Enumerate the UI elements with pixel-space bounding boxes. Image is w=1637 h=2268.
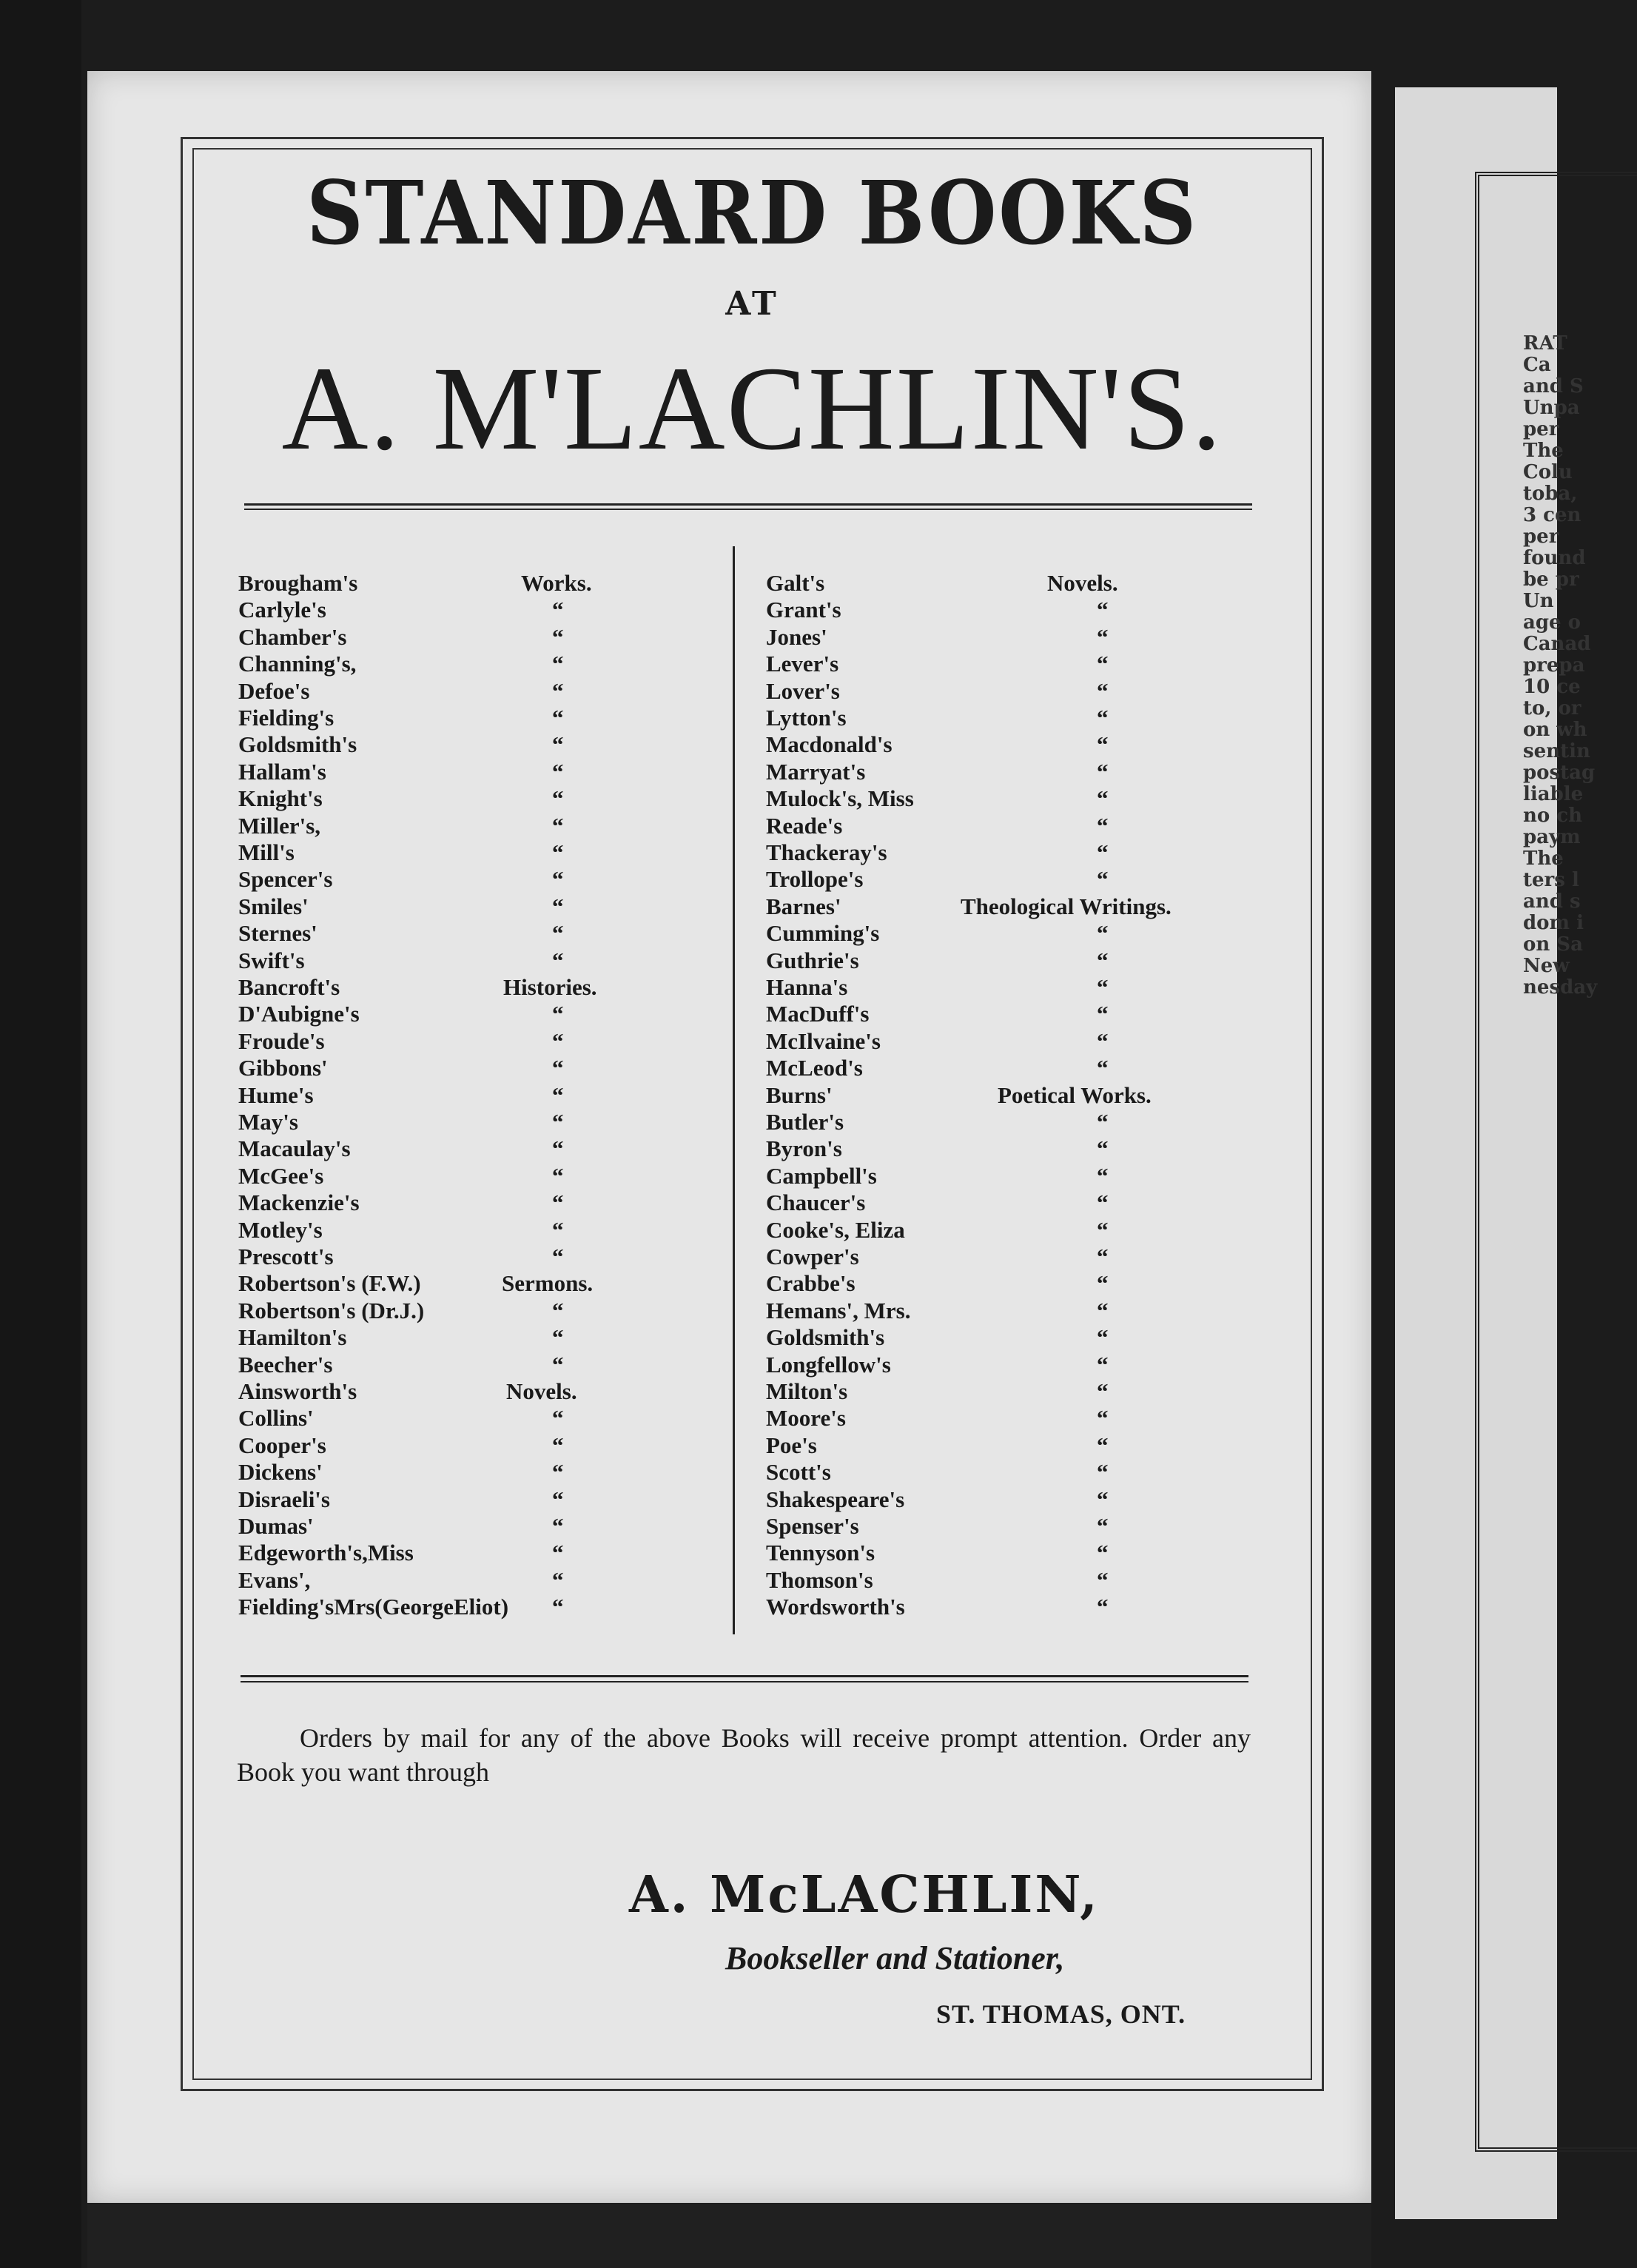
rule-top xyxy=(244,503,1252,510)
facing-page-line: Canad xyxy=(1523,633,1591,655)
book-list-item xyxy=(238,920,712,947)
author-name: Longfellow's xyxy=(766,1351,891,1378)
book-list-item xyxy=(238,1163,712,1190)
book-category: “ xyxy=(552,839,564,865)
author-name: Mill's xyxy=(238,839,295,865)
book-list-item xyxy=(766,1567,1240,1594)
author-name: Ainsworth's xyxy=(238,1378,357,1404)
seller-role: Bookseller and Stationer, xyxy=(725,1940,1065,1976)
author-name: Spencer's xyxy=(238,866,333,893)
book-category: “ xyxy=(1097,1162,1109,1189)
author-name: Evans', xyxy=(238,1566,311,1593)
author-name: D'Aubigne's xyxy=(238,1001,360,1027)
book-category: “ xyxy=(552,1081,564,1108)
book-list-item xyxy=(766,1109,1240,1135)
book-category: “ xyxy=(1097,1027,1109,1054)
book-category: “ xyxy=(1097,974,1109,1000)
facing-page-line: per xyxy=(1523,526,1559,548)
facing-page-line: Unpa xyxy=(1523,397,1580,419)
author-name: Dickens' xyxy=(238,1459,323,1486)
author-name: Reade's xyxy=(766,812,843,839)
book-list-item xyxy=(766,813,1240,839)
book-list-item xyxy=(238,947,712,974)
book-category: “ xyxy=(1097,839,1109,865)
author-name: Guthrie's xyxy=(766,947,859,973)
book-list-item xyxy=(238,1567,712,1594)
author-name: Mackenzie's xyxy=(238,1190,360,1216)
author-name: Galt's xyxy=(766,570,825,596)
facing-page-line: 10 ce xyxy=(1523,676,1581,698)
author-name: Lover's xyxy=(766,677,840,704)
book-category: “ xyxy=(552,1162,564,1189)
book-list-item xyxy=(766,1352,1240,1378)
author-name: Thomson's xyxy=(766,1566,873,1593)
facing-page-line: liable xyxy=(1523,783,1584,805)
book-list-item xyxy=(766,1270,1240,1297)
book-list-item xyxy=(238,624,712,651)
book-list-item xyxy=(766,1244,1240,1270)
author-name: Bancroft's xyxy=(238,974,340,1000)
book-category: Novels. xyxy=(506,1378,577,1404)
author-name: Sternes' xyxy=(238,920,317,947)
book-category: “ xyxy=(1097,1001,1109,1027)
author-name: Crabbe's xyxy=(766,1270,856,1297)
book-list-item xyxy=(238,1378,712,1405)
facing-page-line: postag xyxy=(1523,762,1596,784)
facing-page-line: age o xyxy=(1523,611,1581,634)
author-name: Channing's, xyxy=(238,651,357,677)
author-name: Tennyson's xyxy=(766,1540,875,1566)
book-category: “ xyxy=(552,1027,564,1054)
book-list-item xyxy=(766,731,1240,758)
book-category: “ xyxy=(552,1486,564,1512)
book-category: “ xyxy=(1097,1405,1109,1432)
book-list-item xyxy=(766,947,1240,974)
book-list-item xyxy=(766,759,1240,785)
author-name: Fielding'sMrs(GeorgeEliot) xyxy=(238,1594,509,1620)
book-list-item xyxy=(766,893,1240,920)
author-name: McGee's xyxy=(238,1162,324,1189)
book-category: “ xyxy=(1097,1540,1109,1566)
author-name: Grant's xyxy=(766,597,841,623)
seller-place: ST. THOMAS, ONT. xyxy=(936,1999,1186,2029)
facing-page-line: to, or xyxy=(1523,697,1581,719)
book-list-item xyxy=(766,785,1240,812)
author-name: Cooper's xyxy=(238,1432,326,1458)
book-category: “ xyxy=(1097,1055,1109,1081)
author-name: Dumas' xyxy=(238,1513,314,1539)
book-category: “ xyxy=(552,920,564,947)
book-list-item xyxy=(238,839,712,866)
author-name: Disraeli's xyxy=(238,1486,330,1512)
facing-page-line: The xyxy=(1523,440,1564,462)
book-list-item xyxy=(766,1513,1240,1540)
author-name: Byron's xyxy=(766,1135,842,1162)
author-name: Burns' xyxy=(766,1081,833,1108)
facing-page-line: New xyxy=(1523,955,1570,977)
book-list-item xyxy=(238,813,712,839)
book-list-item xyxy=(238,785,712,812)
facing-page-line: and s xyxy=(1523,890,1581,913)
rule-bottom xyxy=(241,1675,1248,1682)
book-category: “ xyxy=(1097,758,1109,785)
book-category: “ xyxy=(1097,1432,1109,1458)
book-category: “ xyxy=(552,623,564,650)
facing-page-line: dom i xyxy=(1523,912,1584,934)
book-category: “ xyxy=(1097,947,1109,973)
book-category: “ xyxy=(1097,1135,1109,1162)
book-list-item xyxy=(238,1540,712,1566)
author-name: Robertson's (Dr.J.) xyxy=(238,1297,425,1323)
book-list-item xyxy=(766,1540,1240,1566)
book-list-item xyxy=(238,1594,712,1620)
book-list-item xyxy=(238,1135,712,1162)
book-category: “ xyxy=(1097,1297,1109,1323)
book-list-item xyxy=(238,1459,712,1486)
book-category: Sermons. xyxy=(502,1270,594,1297)
author-name: Fielding's xyxy=(238,705,335,731)
author-name: Thackeray's xyxy=(766,839,887,865)
author-name: Cowper's xyxy=(766,1244,859,1269)
author-name: Jones' xyxy=(766,623,827,650)
book-category: “ xyxy=(552,1324,564,1351)
book-category: “ xyxy=(552,1135,564,1162)
author-name: Froude's xyxy=(238,1027,325,1054)
book-category: “ xyxy=(1097,1324,1109,1351)
book-category: “ xyxy=(1097,731,1109,758)
book-list-item xyxy=(238,1082,712,1109)
author-name: Moore's xyxy=(766,1405,846,1432)
author-name: Lever's xyxy=(766,651,839,677)
author-name: Mulock's, Miss xyxy=(766,785,914,812)
book-category: “ xyxy=(552,1055,564,1081)
author-name: Lytton's xyxy=(766,705,847,731)
book-category: “ xyxy=(1097,1270,1109,1297)
book-category: “ xyxy=(1097,785,1109,812)
scan-background xyxy=(0,0,81,2268)
author-name: Cooke's, Eliza xyxy=(766,1216,905,1243)
book-list-item xyxy=(238,1244,712,1270)
book-category: “ xyxy=(552,1405,564,1432)
ad-title: STANDARD BOOKS xyxy=(306,161,1198,264)
author-name: Chamber's xyxy=(238,623,347,650)
author-name: Hanna's xyxy=(766,974,848,1000)
book-list-item xyxy=(238,1055,712,1081)
facing-page-line: 3 cen xyxy=(1523,504,1581,526)
book-category: “ xyxy=(1097,1351,1109,1378)
book-list-item xyxy=(766,705,1240,731)
author-name: Defoe's xyxy=(238,677,310,704)
author-name: Spenser's xyxy=(766,1513,859,1539)
book-list-item xyxy=(766,1135,1240,1162)
book-category: “ xyxy=(1097,1459,1109,1486)
book-category: “ xyxy=(1097,812,1109,839)
column-divider xyxy=(733,546,735,1634)
book-category: “ xyxy=(1097,1378,1109,1404)
book-list-item xyxy=(238,731,712,758)
book-list-item xyxy=(238,1298,712,1324)
book-list-item xyxy=(238,759,712,785)
book-list-item xyxy=(766,678,1240,705)
author-name: Wordsworth's xyxy=(766,1594,905,1620)
facing-page-line: on Sa xyxy=(1523,933,1583,956)
facing-page-line: per xyxy=(1523,418,1559,440)
book-list-item xyxy=(238,1405,712,1432)
book-category: “ xyxy=(1097,866,1109,893)
orders-paragraph: Orders by mail for any of the above Books will receive prompt attention. Order any Book you want through xyxy=(237,1723,1251,1787)
facing-page-line: prepa xyxy=(1523,654,1585,677)
book-category: Histories. xyxy=(503,974,597,1000)
author-name: Motley's xyxy=(238,1216,323,1243)
book-category: “ xyxy=(1097,1513,1109,1539)
author-name: Smiles' xyxy=(238,893,309,919)
book-category: “ xyxy=(1097,1190,1109,1216)
book-category: “ xyxy=(552,812,564,839)
book-category: “ xyxy=(552,677,564,704)
author-name: McLeod's xyxy=(766,1055,863,1081)
facing-page-line: nesday xyxy=(1523,976,1598,999)
book-category: “ xyxy=(552,893,564,919)
author-name: Hume's xyxy=(238,1081,314,1108)
book-category: “ xyxy=(1097,1216,1109,1243)
book-list-item xyxy=(766,1163,1240,1190)
facing-page-line: toba, xyxy=(1523,483,1578,505)
book-category: “ xyxy=(552,731,564,758)
scan-background-bottom xyxy=(87,2203,1371,2268)
book-category: “ xyxy=(552,947,564,973)
book-list-item xyxy=(238,651,712,677)
book-category: “ xyxy=(1097,677,1109,704)
author-name: Trollope's xyxy=(766,866,864,893)
author-name: Prescott's xyxy=(238,1244,334,1269)
book-list-item xyxy=(766,1217,1240,1244)
book-list-item xyxy=(238,1513,712,1540)
book-category: “ xyxy=(552,1540,564,1566)
book-list-item xyxy=(766,974,1240,1001)
author-name: Brougham's xyxy=(238,570,358,596)
book-list-item xyxy=(766,1298,1240,1324)
book-category: “ xyxy=(552,1216,564,1243)
author-name: Campbell's xyxy=(766,1162,877,1189)
author-name: Scott's xyxy=(766,1459,831,1486)
book-category: Novels. xyxy=(1047,570,1118,596)
book-list-item xyxy=(238,1352,712,1378)
book-category: “ xyxy=(552,1513,564,1539)
book-category: “ xyxy=(1097,597,1109,623)
author-name: Hamilton's xyxy=(238,1324,347,1351)
book-category: “ xyxy=(552,1297,564,1323)
author-name: Edgeworth's,Miss xyxy=(238,1540,414,1566)
book-category: “ xyxy=(1097,651,1109,677)
book-list-item xyxy=(238,974,712,1001)
facing-page-line: Un xyxy=(1523,590,1554,612)
facing-page-line: no ch xyxy=(1523,805,1583,827)
book-list-item xyxy=(238,1028,712,1055)
seller-name: A. McLACHLIN, xyxy=(629,1865,1100,1925)
facing-page-line: be pr xyxy=(1523,568,1579,591)
book-category: “ xyxy=(552,1001,564,1027)
book-list-item xyxy=(238,1270,712,1297)
book-category: “ xyxy=(552,1432,564,1458)
facing-page-line: Colu xyxy=(1523,461,1573,483)
book-list-item xyxy=(766,1378,1240,1405)
book-list-item xyxy=(766,839,1240,866)
book-list-item xyxy=(766,1001,1240,1027)
book-list-item xyxy=(766,1082,1240,1109)
book-category: “ xyxy=(1097,1566,1109,1593)
author-name: Robertson's (F.W.) xyxy=(238,1270,421,1297)
facing-page-line: sentin xyxy=(1523,740,1590,762)
book-category: “ xyxy=(552,1109,564,1135)
book-list-item xyxy=(238,866,712,893)
author-name: May's xyxy=(238,1109,298,1135)
author-name: Collins' xyxy=(238,1405,314,1432)
book-list-item xyxy=(766,920,1240,947)
facing-page-line: on wh xyxy=(1523,719,1587,741)
ad-firm-name: A. M'LACHLIN'S. xyxy=(281,343,1223,475)
book-list-item xyxy=(238,1324,712,1351)
facing-page-line: found xyxy=(1523,547,1586,569)
book-list-item xyxy=(766,597,1240,623)
book-list-item xyxy=(238,893,712,920)
book-category: “ xyxy=(552,651,564,677)
book-category: “ xyxy=(552,866,564,893)
book-list-item xyxy=(238,570,712,597)
author-name: Miller's, xyxy=(238,812,321,839)
author-name: Butler's xyxy=(766,1109,844,1135)
book-category: “ xyxy=(1097,920,1109,947)
book-list-item xyxy=(766,866,1240,893)
facing-page-line: and S xyxy=(1523,375,1584,397)
book-list-item xyxy=(766,624,1240,651)
author-name: Milton's xyxy=(766,1378,848,1404)
facing-page-line: RAT xyxy=(1523,332,1567,355)
book-list-item xyxy=(238,1217,712,1244)
book-list-item xyxy=(238,1486,712,1513)
book-list-item xyxy=(766,1028,1240,1055)
author-name: Carlyle's xyxy=(238,597,326,623)
book-category: “ xyxy=(1097,1109,1109,1135)
book-category: “ xyxy=(1097,623,1109,650)
book-category: “ xyxy=(552,597,564,623)
book-category: “ xyxy=(1097,1594,1109,1620)
book-list-item xyxy=(238,1001,712,1027)
book-list-item xyxy=(766,1190,1240,1216)
facing-page-line: ters l xyxy=(1523,869,1579,891)
book-category: Works. xyxy=(521,570,592,596)
author-name: Hallam's xyxy=(238,758,326,785)
book-category: “ xyxy=(552,1566,564,1593)
book-category: “ xyxy=(1097,705,1109,731)
book-list-item xyxy=(766,1405,1240,1432)
author-name: Marryat's xyxy=(766,758,866,785)
author-name: MacDuff's xyxy=(766,1001,870,1027)
book-list-item xyxy=(238,1190,712,1216)
author-name: Goldsmith's xyxy=(238,731,357,758)
author-name: Gibbons' xyxy=(238,1055,328,1081)
author-name: Macdonald's xyxy=(766,731,893,758)
facing-page-line: Ca xyxy=(1523,354,1551,376)
book-list-item xyxy=(766,1594,1240,1620)
book-list-item xyxy=(766,1055,1240,1081)
book-category: Theological Writings. xyxy=(961,893,1172,919)
author-name: Barnes' xyxy=(766,893,841,919)
author-name: Beecher's xyxy=(238,1351,333,1378)
book-category: “ xyxy=(552,705,564,731)
book-category: Poetical Works. xyxy=(998,1081,1152,1108)
book-category: “ xyxy=(552,1594,564,1620)
book-list-item xyxy=(238,705,712,731)
author-name: Macaulay's xyxy=(238,1135,351,1162)
author-name: Swift's xyxy=(238,947,305,973)
author-name: Goldsmith's xyxy=(766,1324,885,1351)
book-list-item xyxy=(766,1432,1240,1459)
book-list-item xyxy=(766,1324,1240,1351)
author-name: Poe's xyxy=(766,1432,817,1458)
author-name: McIlvaine's xyxy=(766,1027,881,1054)
book-list-item xyxy=(238,597,712,623)
facing-page-line: paym xyxy=(1523,826,1581,848)
book-list-item xyxy=(766,651,1240,677)
facing-page-text xyxy=(1523,332,1598,999)
book-list-item xyxy=(766,570,1240,597)
book-list-item xyxy=(238,1432,712,1459)
book-category: “ xyxy=(552,785,564,812)
facing-page-line: The xyxy=(1523,848,1564,870)
author-name: Shakespeare's xyxy=(766,1486,905,1512)
book-list-item xyxy=(238,678,712,705)
book-category: “ xyxy=(1097,1244,1109,1269)
book-list-item xyxy=(766,1486,1240,1513)
book-category: “ xyxy=(552,758,564,785)
book-list-item xyxy=(238,1109,712,1135)
book-category: “ xyxy=(552,1190,564,1216)
book-list-item xyxy=(766,1459,1240,1486)
author-name: Chaucer's xyxy=(766,1190,866,1216)
book-category: “ xyxy=(552,1351,564,1378)
book-category: “ xyxy=(552,1459,564,1486)
author-name: Hemans', Mrs. xyxy=(766,1297,911,1323)
author-name: Knight's xyxy=(238,785,323,812)
ad-title-at: AT xyxy=(725,285,779,323)
book-category: “ xyxy=(1097,1486,1109,1512)
book-category: “ xyxy=(552,1244,564,1269)
author-name: Cumming's xyxy=(766,920,880,947)
